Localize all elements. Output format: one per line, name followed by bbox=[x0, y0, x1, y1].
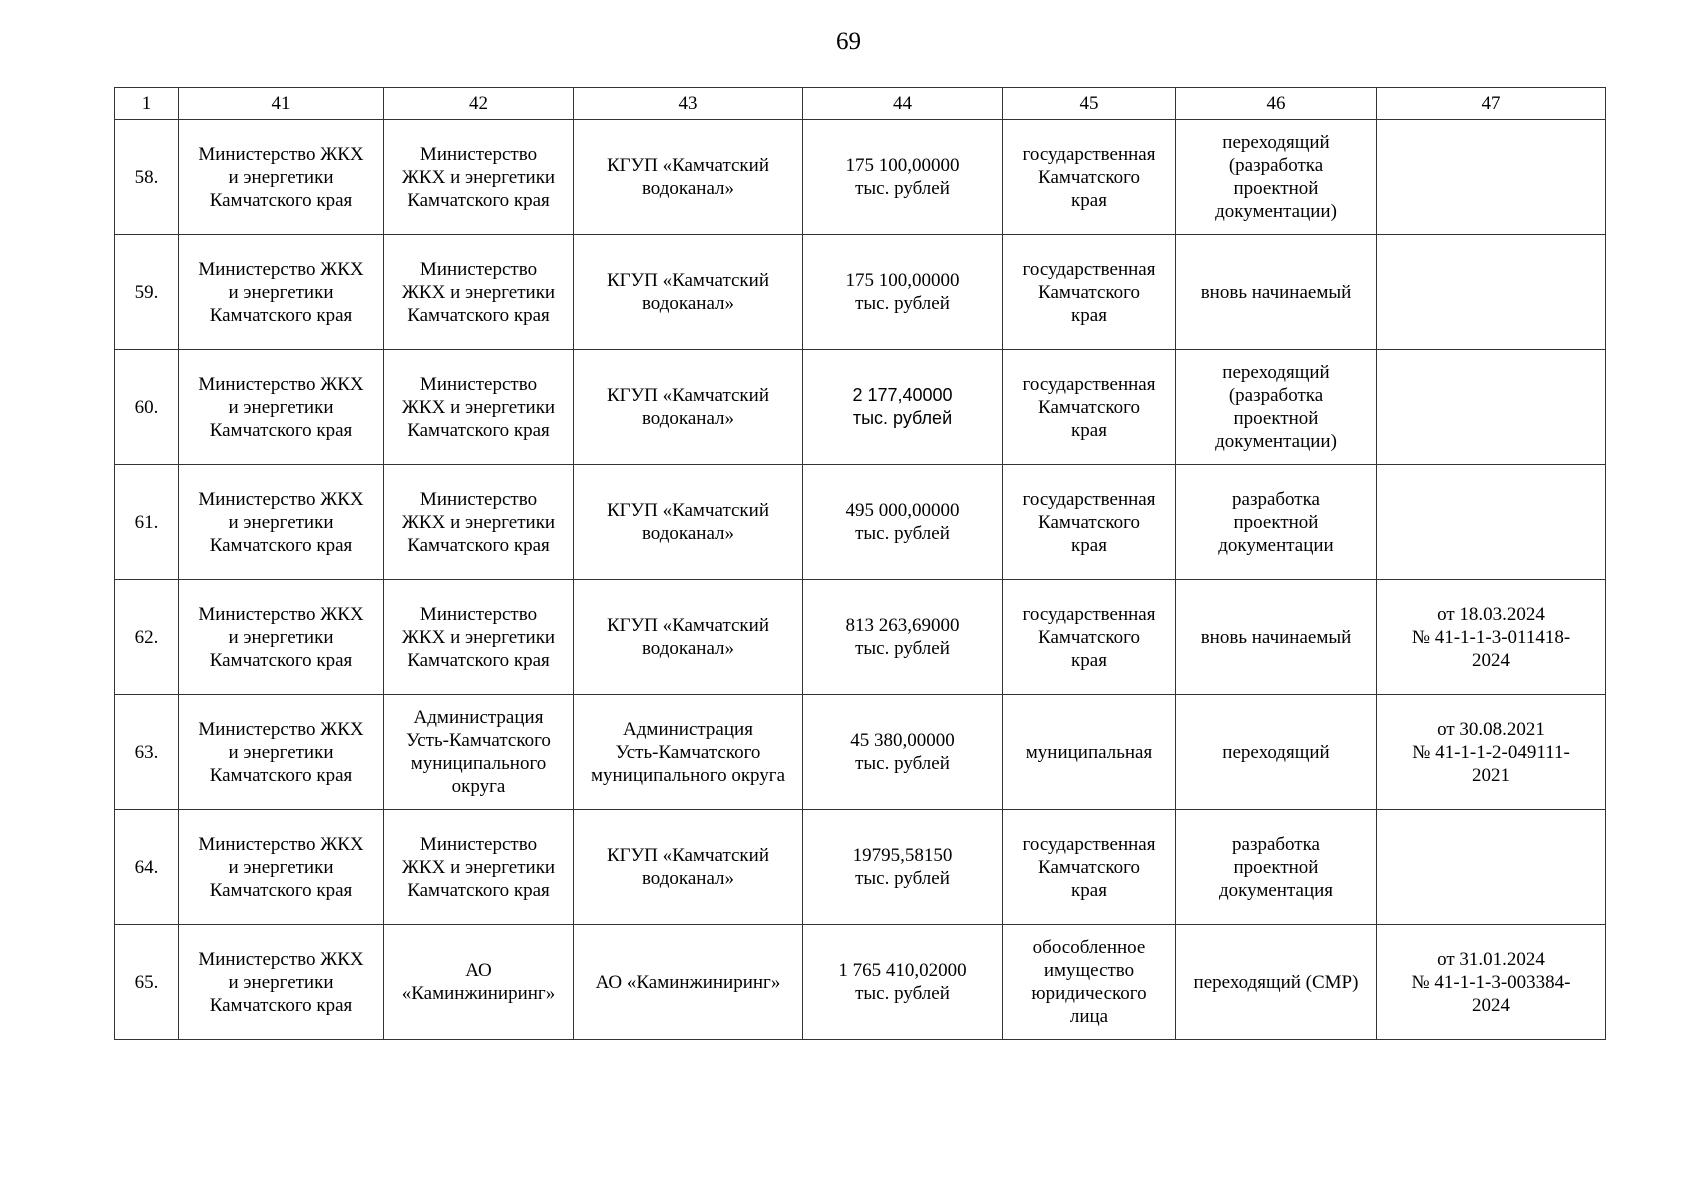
cost-cell: 175 100,00000 тыс. рублей bbox=[803, 235, 1003, 350]
row-number: 65. bbox=[115, 925, 179, 1040]
customer-cell: Министерство ЖКХ и энергетики Камчатского края bbox=[179, 695, 384, 810]
contractor-cell: КГУП «Камчатский водоканал» bbox=[574, 350, 803, 465]
row-number: 58. bbox=[115, 120, 179, 235]
cost-cell: 2 177,40000 тыс. рублей bbox=[803, 350, 1003, 465]
table-row bbox=[115, 925, 1606, 1040]
status-cell: вновь начинаемый bbox=[1176, 235, 1377, 350]
expertise-cell: от 31.01.2024 № 41-1-1-3-003384- 2024 bbox=[1377, 925, 1606, 1040]
expertise-cell bbox=[1377, 810, 1606, 925]
row-number: 61. bbox=[115, 465, 179, 580]
registry-table bbox=[114, 87, 1606, 1040]
expertise-cell bbox=[1377, 235, 1606, 350]
header-cell-43: 43 bbox=[574, 88, 803, 120]
table-row bbox=[115, 695, 1606, 810]
customer-cell: Министерство ЖКХ и энергетики Камчатского края bbox=[179, 120, 384, 235]
table-row bbox=[115, 350, 1606, 465]
table-row bbox=[115, 235, 1606, 350]
status-cell: переходящий (разработка проектной документации) bbox=[1176, 350, 1377, 465]
row-number: 60. bbox=[115, 350, 179, 465]
customer-cell: Министерство ЖКХ и энергетики Камчатского края bbox=[179, 235, 384, 350]
header-cell-42: 42 bbox=[384, 88, 574, 120]
ownership-cell: государственная Камчатского края bbox=[1003, 120, 1176, 235]
contractor-cell: Администрация Усть-Камчатского муниципального округа bbox=[574, 695, 803, 810]
ownership-cell: государственная Камчатского края bbox=[1003, 810, 1176, 925]
header-cell-45: 45 bbox=[1003, 88, 1176, 120]
contractor-cell: КГУП «Камчатский водоканал» bbox=[574, 235, 803, 350]
cost-cell: 495 000,00000 тыс. рублей bbox=[803, 465, 1003, 580]
table-row bbox=[115, 120, 1606, 235]
header-cell-1: 1 bbox=[115, 88, 179, 120]
cost-cell: 1 765 410,02000 тыс. рублей bbox=[803, 925, 1003, 1040]
contractor-cell: КГУП «Камчатский водоканал» bbox=[574, 120, 803, 235]
status-cell: разработка проектной документации bbox=[1176, 465, 1377, 580]
ownership-cell: обособленное имущество юридического лица bbox=[1003, 925, 1176, 1040]
status-cell: вновь начинаемый bbox=[1176, 580, 1377, 695]
customer-cell: Министерство ЖКХ и энергетики Камчатского края bbox=[179, 925, 384, 1040]
developer-cell: Министерство ЖКХ и энергетики Камчатского края bbox=[384, 350, 574, 465]
status-cell: переходящий (СМР) bbox=[1176, 925, 1377, 1040]
header-cell-41: 41 bbox=[179, 88, 384, 120]
developer-cell: Министерство ЖКХ и энергетики Камчатского края bbox=[384, 810, 574, 925]
contractor-cell: АО «Каминжиниринг» bbox=[574, 925, 803, 1040]
contractor-cell: КГУП «Камчатский водоканал» bbox=[574, 580, 803, 695]
ownership-cell: государственная Камчатского края bbox=[1003, 235, 1176, 350]
header-row bbox=[115, 88, 1606, 120]
status-cell: переходящий bbox=[1176, 695, 1377, 810]
customer-cell: Министерство ЖКХ и энергетики Камчатского края bbox=[179, 465, 384, 580]
contractor-cell: КГУП «Камчатский водоканал» bbox=[574, 810, 803, 925]
developer-cell: Министерство ЖКХ и энергетики Камчатского края bbox=[384, 120, 574, 235]
row-number: 63. bbox=[115, 695, 179, 810]
ownership-cell: государственная Камчатского края bbox=[1003, 465, 1176, 580]
contractor-cell: КГУП «Камчатский водоканал» bbox=[574, 465, 803, 580]
expertise-cell: от 18.03.2024 № 41-1-1-3-011418- 2024 bbox=[1377, 580, 1606, 695]
expertise-cell bbox=[1377, 350, 1606, 465]
header-cell-47: 47 bbox=[1377, 88, 1606, 120]
row-number: 59. bbox=[115, 235, 179, 350]
cost-cell: 19795,58150 тыс. рублей bbox=[803, 810, 1003, 925]
row-number: 62. bbox=[115, 580, 179, 695]
customer-cell: Министерство ЖКХ и энергетики Камчатского края bbox=[179, 350, 384, 465]
expertise-cell bbox=[1377, 120, 1606, 235]
table-row bbox=[115, 465, 1606, 580]
developer-cell: АО «Каминжиниринг» bbox=[384, 925, 574, 1040]
expertise-cell bbox=[1377, 465, 1606, 580]
table-row bbox=[115, 810, 1606, 925]
customer-cell: Министерство ЖКХ и энергетики Камчатского края bbox=[179, 580, 384, 695]
status-cell: переходящий (разработка проектной документации) bbox=[1176, 120, 1377, 235]
developer-cell: Министерство ЖКХ и энергетики Камчатского края bbox=[384, 465, 574, 580]
ownership-cell: муниципальная bbox=[1003, 695, 1176, 810]
table-row bbox=[115, 580, 1606, 695]
ownership-cell: государственная Камчатского края bbox=[1003, 350, 1176, 465]
developer-cell: Министерство ЖКХ и энергетики Камчатского края bbox=[384, 235, 574, 350]
row-number: 64. bbox=[115, 810, 179, 925]
header-cell-46: 46 bbox=[1176, 88, 1377, 120]
expertise-cell: от 30.08.2021 № 41-1-1-2-049111- 2021 bbox=[1377, 695, 1606, 810]
customer-cell: Министерство ЖКХ и энергетики Камчатского края bbox=[179, 810, 384, 925]
cost-cell: 175 100,00000 тыс. рублей bbox=[803, 120, 1003, 235]
developer-cell: Министерство ЖКХ и энергетики Камчатского края bbox=[384, 580, 574, 695]
ownership-cell: государственная Камчатского края bbox=[1003, 580, 1176, 695]
developer-cell: Администрация Усть-Камчатского муниципального округа bbox=[384, 695, 574, 810]
page-number: 69 bbox=[836, 28, 861, 55]
cost-cell: 813 263,69000 тыс. рублей bbox=[803, 580, 1003, 695]
header-cell-44: 44 bbox=[803, 88, 1003, 120]
cost-cell: 45 380,00000 тыс. рублей bbox=[803, 695, 1003, 810]
status-cell: разработка проектной документация bbox=[1176, 810, 1377, 925]
